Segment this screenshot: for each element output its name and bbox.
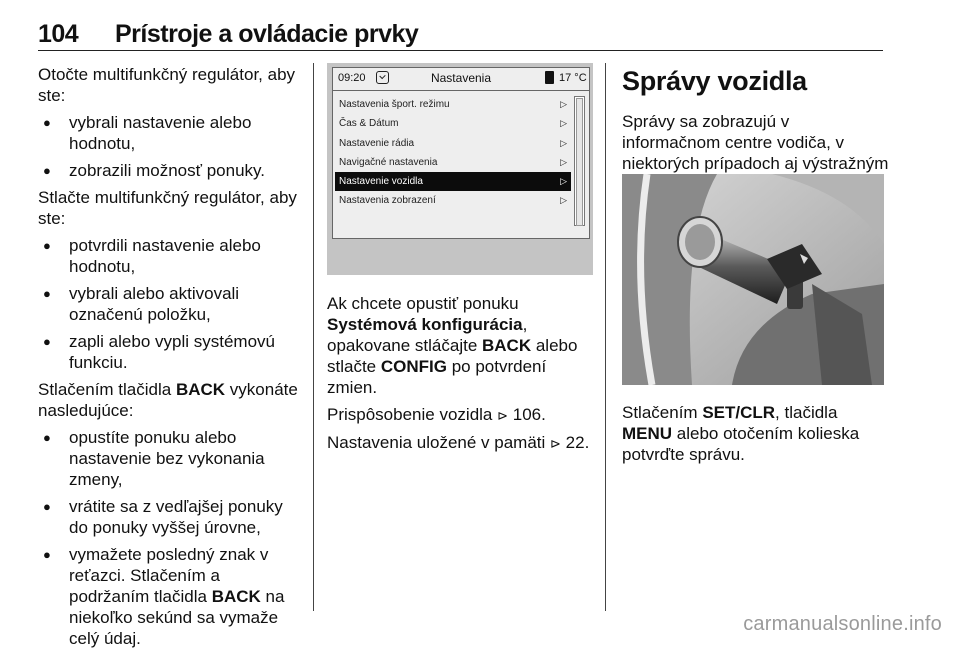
left-column bbox=[38, 64, 303, 655]
indicator-stalk-photo bbox=[622, 174, 884, 385]
back-keyword: BACK bbox=[175, 380, 226, 399]
list-item: ● vrátite sa z vedľajšej ponuky do ponuky vyššej úrovne, bbox=[38, 496, 303, 538]
right-column-confirm bbox=[622, 402, 890, 471]
scrollbar-thumb bbox=[576, 98, 583, 226]
phone-icon bbox=[545, 71, 554, 84]
chevron-right-icon: ▷ bbox=[560, 118, 567, 129]
paragraph-rotate-intro: Otočte multifunkčný regulátor, aby ste: bbox=[38, 65, 296, 105]
back-keyword: BACK bbox=[482, 336, 532, 355]
list-item: ● opustíte ponuku alebo nastavenie bez vykonania zmeny, bbox=[38, 427, 303, 490]
set-clr-keyword: SET/CLR bbox=[702, 403, 776, 422]
config-keyword: CONFIG bbox=[380, 357, 447, 376]
menu-row[interactable] bbox=[335, 191, 571, 210]
menu-row-label: Nastavenie vozidla bbox=[339, 176, 423, 188]
menu-row[interactable] bbox=[335, 134, 571, 153]
paragraph-press-intro: Stlačte multifunkčný regulátor, aby ste: bbox=[38, 188, 297, 228]
text-run: Ak chcete opustiť ponuku bbox=[327, 294, 519, 313]
back-keyword: BACK bbox=[211, 587, 261, 606]
list-item: ● zapli alebo vypli systémovú funkciu. bbox=[38, 331, 303, 373]
page-ref-arrow-icon: ⊳ bbox=[497, 408, 509, 423]
text-run: Stlačením bbox=[622, 403, 703, 422]
paragraph-back-intro bbox=[38, 379, 303, 421]
screen-time: 09:20 bbox=[338, 72, 366, 84]
menu-row-label: Navigačné nastavenia bbox=[339, 156, 438, 168]
text-run: Nastavenia uložené v pamäti bbox=[327, 433, 546, 452]
list-item bbox=[38, 544, 303, 649]
screen-scrollbar bbox=[574, 96, 585, 226]
menu-row[interactable] bbox=[335, 172, 571, 191]
system-config-keyword: Systémová konfigurácia bbox=[327, 315, 523, 334]
chevron-right-icon: ▷ bbox=[560, 176, 567, 187]
settings-menu-list bbox=[335, 95, 571, 211]
paragraph-messages: Správy sa zobrazujú v informačnom centre vodiča, v niektorých prípadoch aj výstražným bbox=[622, 112, 889, 173]
list-item: ● vybrali nastavenie alebo hodnotu, bbox=[38, 112, 303, 154]
text-run: na niekoľko sekúnd sa vymaže celý údaj. bbox=[69, 587, 285, 648]
page-ref-arrow-icon: ⊳ bbox=[550, 436, 561, 451]
menu-row-label: Nastavenia šport. režimu bbox=[339, 99, 450, 110]
header-rule bbox=[38, 50, 883, 51]
chevron-right-icon: ▷ bbox=[560, 99, 567, 109]
list-item: ● zobrazili možnosť ponuky. bbox=[38, 160, 303, 181]
section-heading: Správy vozidla bbox=[622, 66, 807, 96]
press-list bbox=[38, 235, 303, 373]
screen-title: Nastavenia bbox=[430, 71, 492, 85]
text-run: Prispôsobenie vozidla bbox=[327, 405, 493, 424]
text-run: Stlačením tlačidla bbox=[38, 380, 176, 399]
display-screenshot bbox=[327, 63, 593, 275]
chevron-right-icon: ▷ bbox=[560, 195, 567, 206]
menu-keyword: MENU bbox=[622, 424, 673, 443]
page-reference: 106. bbox=[512, 405, 546, 424]
paragraph-exit-menu bbox=[327, 293, 599, 398]
screen-temperature: 17 °C bbox=[559, 72, 587, 84]
column-divider-left bbox=[313, 63, 314, 611]
chevron-right-icon: ▷ bbox=[560, 156, 567, 167]
text-run: alebo otočením kolieska potvrďte správu. bbox=[622, 424, 860, 464]
page-number: 104 bbox=[38, 20, 79, 48]
list-item: ● vybrali alebo aktivovali označenú položku, bbox=[38, 283, 303, 325]
menu-row[interactable] bbox=[335, 95, 571, 114]
menu-row-label: Nastavenia zobrazení bbox=[339, 195, 436, 207]
column-divider-right bbox=[605, 63, 606, 611]
list-item: ● potvrdili nastavenie alebo hodnotu, bbox=[38, 235, 303, 277]
back-list bbox=[38, 427, 303, 649]
text-run: vykonáte nasledujúce: bbox=[38, 380, 298, 420]
screen-header bbox=[333, 68, 589, 91]
text-run: , opakovane stláčajte bbox=[327, 315, 528, 355]
paragraph-confirm-message bbox=[622, 402, 890, 465]
text-run: vymažete posledný znak v reťazci. Stlačením a podržaním tlačidla bbox=[69, 545, 269, 606]
menu-row-label: Nastavenie rádia bbox=[339, 137, 415, 149]
reference-vehicle-personalization bbox=[327, 404, 599, 426]
reference-memory-settings bbox=[327, 432, 599, 454]
menu-row[interactable] bbox=[335, 114, 571, 133]
settings-screen bbox=[332, 67, 590, 239]
middle-column bbox=[327, 293, 599, 460]
page-reference: 22. bbox=[565, 433, 590, 452]
text-run: , tlačidla bbox=[775, 403, 838, 422]
text-run: alebo stlačte bbox=[327, 336, 578, 376]
menu-row-label: Čas & Dátum bbox=[339, 118, 399, 130]
menu-row[interactable] bbox=[335, 153, 571, 172]
rotate-list bbox=[38, 112, 303, 181]
chapter-title: Prístroje a ovládacie prvky bbox=[115, 20, 419, 48]
text-run: po potvrdení zmien. bbox=[327, 357, 547, 397]
chevron-right-icon: ▷ bbox=[560, 137, 567, 148]
watermark: carmanualsonline.info bbox=[743, 613, 942, 635]
